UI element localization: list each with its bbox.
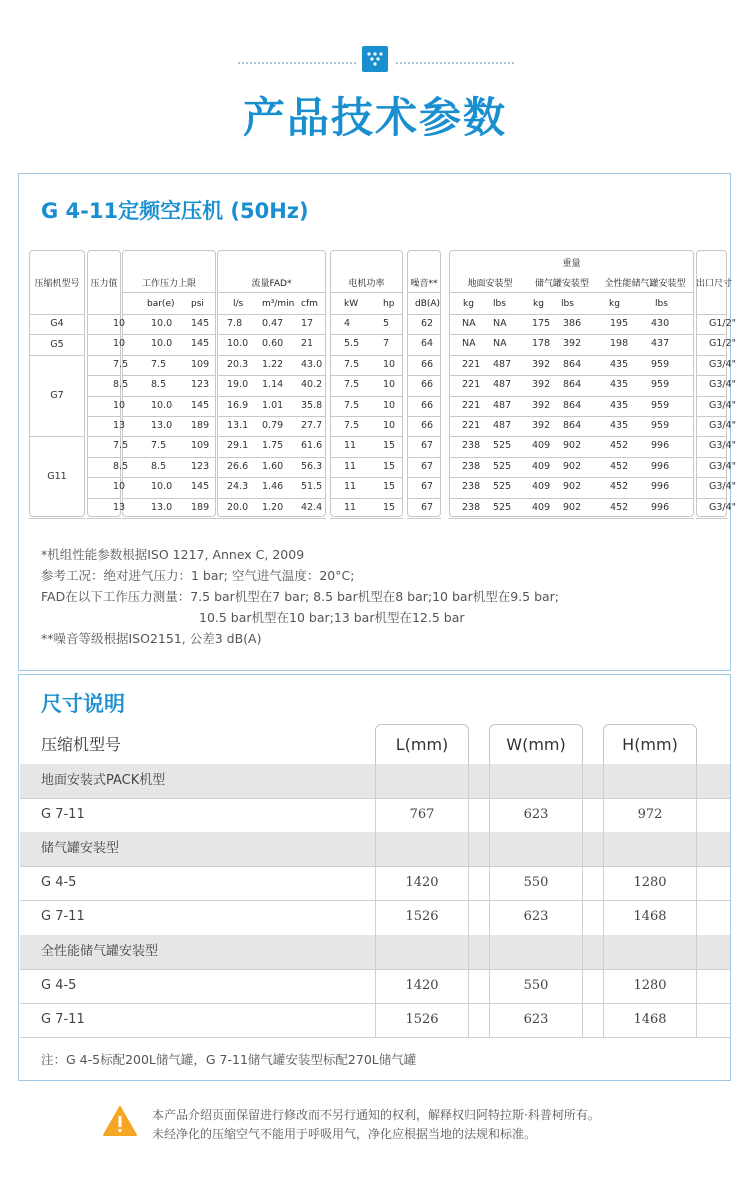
spec-row-divider [217,518,326,519]
spec-cell: 430 [651,318,670,329]
spec-cell: 10.0 [151,481,173,493]
spec-cell: 435 [610,358,629,370]
spec-cell: 7.5 [151,358,167,370]
spec-cell: 392 [532,399,551,411]
spec-model-label: G5 [50,338,64,350]
spec-cell: 13 [113,420,126,431]
spec-header-divider [217,292,326,293]
spec-cell: 10 [383,420,396,431]
spec-cell: 392 [563,338,582,350]
spec-cell: 24.3 [227,481,249,493]
spec-cell: 42.4 [301,501,323,513]
dimension-value: 1468 [633,909,667,925]
spec-unit-label: lbs [561,299,574,309]
spec-cell: 145 [191,481,210,493]
spec-cell: 1.20 [262,501,284,513]
spec-cell: 902 [563,440,582,452]
spec-cell: 189 [191,420,210,431]
spec-cell: 11 [344,501,357,513]
spec-cell: 64 [421,338,434,350]
spec-unit-label: kW [344,299,359,309]
spec-header-full: 全性能储气罐安装型 [604,279,686,289]
spec-cell: 20.3 [227,358,249,370]
spec-unit-label: psi [191,299,204,309]
dimension-value: 1280 [633,875,667,891]
spec-row-divider [29,518,85,519]
spec-unit-label: m³/min [262,299,295,309]
spec-cell: 959 [651,420,670,431]
spec-cell: 409 [532,501,551,513]
spec-cell: 35.8 [301,399,323,411]
spec-cell: G3/4" [709,481,737,493]
spec-cell: 15 [383,440,396,452]
spec-cell: 62 [421,318,434,329]
dimension-category-label: 储气罐安装型 [41,841,120,857]
spec-header-outlet: 出口尺寸 [696,279,733,289]
dimension-model-label: G 7-11 [41,909,85,925]
spec-note-line: *机组性能参数根据ISO 1217, Annex C, 2009 [41,547,305,562]
spec-cell: 0.47 [262,318,284,329]
spec-cell: 487 [493,420,512,431]
dimension-model-label: G 7-11 [41,1011,85,1027]
spec-table [19,174,737,534]
spec-cell: 221 [462,399,481,411]
spec-header-noise: 噪音** [410,279,438,289]
spec-cell: 66 [421,358,434,370]
spec-model-label: G7 [50,389,64,401]
dimension-header-label: L(mm) [395,735,449,754]
dimension-header-label: H(mm) [622,735,678,754]
spec-cell: G3/4" [709,440,737,452]
spec-note-line: FAD在以下工作压力测量：7.5 bar机型在7 bar; 8.5 bar机型在8 bar;10 bar机型在9.5 bar; [41,589,560,604]
spec-cell: 1.60 [262,460,284,472]
spec-cell: 67 [421,460,434,472]
spec-row-divider [87,518,121,519]
spec-cell: 8.5 [151,460,167,472]
dimensions-title: 尺寸说明 [41,692,125,716]
spec-cell: 15 [383,460,396,472]
spec-cell: 10 [383,358,396,370]
spec-cell: 959 [651,358,670,370]
spec-title: G 4-11定频空压机 (50Hz) [41,199,309,223]
spec-cell: 13.1 [227,420,249,431]
spec-cell: 195 [610,318,629,329]
spec-cell: 386 [563,318,582,329]
spec-panel [18,173,737,671]
spec-unit-label: l/s [233,299,244,309]
spec-cell: 16.9 [227,399,249,411]
dimension-value: 767 [409,807,435,823]
spec-cell: 189 [191,501,210,513]
spec-cell: 7.5 [113,358,129,370]
spec-cell: 10.0 [151,338,173,350]
spec-cell: 452 [610,440,629,452]
spec-cell: 13.0 [151,501,173,513]
spec-cell: 8.5 [113,460,129,472]
dimension-category-label: 地面安装式PACK机型 [41,773,166,788]
spec-cell: 1.46 [262,481,284,493]
spec-cell: 11 [344,440,357,452]
spec-cell: 0.79 [262,420,284,431]
spec-cell: 238 [462,481,481,493]
spec-cell: 221 [462,379,481,391]
spec-cell: 238 [462,501,481,513]
spec-row-divider [29,436,85,437]
spec-cell: 452 [610,501,629,513]
spec-cell: 525 [493,501,512,513]
spec-cell: 7 [383,338,390,350]
spec-cell: 1.14 [262,379,284,391]
spec-row-divider [29,355,85,356]
dimension-value: 1420 [405,977,439,993]
spec-cell: 145 [191,318,210,329]
spec-unit-label: hp [383,299,395,309]
spec-cell: 15 [383,481,396,493]
spec-cell: NA [462,318,476,329]
dimension-value: 972 [637,807,663,823]
spec-cell: 67 [421,440,434,452]
spec-cell: 67 [421,481,434,493]
spec-cell: 996 [651,501,670,513]
spec-cell: 11 [344,460,357,472]
spec-cell: 10.0 [151,318,173,329]
spec-cell: 10 [113,399,126,411]
spec-header-motor: 电机功率 [348,279,385,289]
spec-cell: 10 [383,399,396,411]
spec-header-divider [407,292,441,293]
spec-header-fad: 流量FAD* [251,279,292,289]
spec-cell: 123 [191,379,210,391]
spec-cell: 902 [563,481,582,493]
dimension-value: 1526 [405,1011,439,1027]
spec-note-line: 参考工况：绝对进气压力：1 bar; 空气进气温度：20°C; [41,568,355,583]
spec-cell: 43.0 [301,358,323,370]
spec-cell: 525 [493,460,512,472]
spec-header-divider [122,292,216,293]
spec-cell: G1/2" [709,318,737,329]
spec-cell: 109 [191,440,210,452]
spec-cell: 7.5 [344,358,360,370]
spec-cell: G3/4" [709,379,737,391]
spec-cell: 27.7 [301,420,323,431]
spec-cell: 8.5 [151,379,167,391]
spec-cell: 525 [493,481,512,493]
disclaimer-line: 未经净化的压缩空气不能用于呼吸用气，净化应根据当地的法规和标准。 [152,1127,537,1141]
spec-cell: 10 [113,338,126,350]
spec-cell: 435 [610,399,629,411]
spec-cell: 51.5 [301,481,323,493]
dimension-column-bg [489,832,583,866]
spec-cell: 864 [563,358,582,370]
spec-cell: 67 [421,501,434,513]
spec-cell: 959 [651,399,670,411]
dimensions-table [19,675,730,1080]
spec-cell: 175 [532,318,551,329]
dimension-column-bg [603,764,697,798]
dimension-column-bg [375,832,469,866]
dimension-column-bg [375,935,469,969]
spec-cell: 10 [113,318,126,329]
spec-cell: 452 [610,460,629,472]
dimension-value: 1420 [405,875,439,891]
spec-cell: 66 [421,420,434,431]
spec-cell: 238 [462,440,481,452]
spec-cell: 996 [651,460,670,472]
spec-cell: 19.0 [227,379,249,391]
dimension-header-model: 压缩机型号 [41,735,122,754]
spec-cell: 435 [610,420,629,431]
dimension-column-bg [489,935,583,969]
spec-cell: 7.5 [113,440,129,452]
spec-unit-label: kg [463,299,474,309]
dimension-row-divider [20,1037,730,1038]
spec-cell: 198 [610,338,629,350]
dimension-value: 1468 [633,1011,667,1027]
spec-cell: 959 [651,379,670,391]
dimension-header-label: W(mm) [506,735,566,754]
dimension-column-bg [375,764,469,798]
spec-header-divider [449,292,694,293]
spec-cell: 10 [113,481,126,493]
spec-cell: 21 [301,338,314,350]
spec-cell: 26.6 [227,460,249,472]
spec-cell: 409 [532,440,551,452]
spec-cell: 1.01 [262,399,284,411]
spec-cell: 487 [493,379,512,391]
dimension-value: 623 [523,1011,549,1027]
spec-cell: 66 [421,379,434,391]
spec-cell: NA [493,318,507,329]
spec-cell: 392 [532,420,551,431]
spec-header-weight: 重量 [562,259,581,269]
spec-cell: 487 [493,358,512,370]
spec-cell: 29.1 [227,440,249,452]
spec-unit-label: lbs [655,299,668,309]
spec-cell: 437 [651,338,670,350]
spec-cell: 525 [493,440,512,452]
spec-cell: 56.3 [301,460,323,472]
spec-cell: 17 [301,318,314,329]
spec-cell: 452 [610,481,629,493]
spec-cell: 435 [610,379,629,391]
dimension-value: 1280 [633,977,667,993]
spec-cell: 178 [532,338,551,350]
dimension-value: 1526 [405,909,439,925]
spec-cell: 409 [532,481,551,493]
spec-header-floor: 地面安装型 [467,279,513,289]
spec-cell: 7.8 [227,318,243,329]
spec-row-divider [330,518,403,519]
spec-unit-label: kg [609,299,620,309]
spec-cell: 392 [532,379,551,391]
spec-unit-label: lbs [493,299,506,309]
spec-cell: 11 [344,481,357,493]
spec-cell: G3/4" [709,501,737,513]
spec-cell: 1.22 [262,358,284,370]
spec-cell: 487 [493,399,512,411]
spec-cell: G3/4" [709,358,737,370]
spec-cell: 13.0 [151,420,173,431]
spec-cell: 66 [421,399,434,411]
dimensions-panel [18,674,731,1081]
dimension-model-label: G 4-5 [41,977,77,993]
spec-header-working-pressure: 工作压力上限 [141,279,196,289]
spec-cell: 0.60 [262,338,284,350]
spec-cell: NA [493,338,507,350]
page-title: 产品技术参数 [242,93,507,142]
spec-cell: 5 [383,318,390,329]
dimension-value: 550 [523,875,549,891]
spec-cell: G3/4" [709,399,737,411]
spec-unit-label: kg [533,299,544,309]
spec-cell: 392 [532,358,551,370]
spec-cell: 15 [383,501,396,513]
arrows-down-icon [362,46,388,72]
dimension-value: 623 [523,909,549,925]
spec-header-model: 压缩机型号 [34,279,80,289]
spec-cell: 221 [462,420,481,431]
spec-cell: 10 [383,379,396,391]
spec-row-divider [449,518,694,519]
spec-cell: 40.2 [301,379,323,391]
dimension-model-label: G 7-11 [41,807,85,823]
spec-cell: 61.6 [301,440,323,452]
spec-model-label: G11 [47,471,67,483]
disclaimer-line: 本产品介绍页面保留进行修改而不另行通知的权利，解释权归阿特拉斯·科普柯所有。 [152,1108,600,1122]
spec-header-divider [330,292,403,293]
dimensions-note: 注：G 4-5标配200L储气罐，G 7-11储气罐安装型标配270L储气罐 [41,1052,417,1067]
spec-header-pressure: 压力值 [90,279,118,289]
spec-unit-label: dB(A) [415,299,441,309]
spec-note-line: **噪音等级根据ISO2151, 公差3 dB(A) [41,631,262,646]
spec-cell: 409 [532,460,551,472]
spec-model-label: G4 [50,318,64,330]
spec-cell: 864 [563,399,582,411]
dimension-value: 623 [523,807,549,823]
spec-cell: 1.75 [262,440,284,452]
spec-cell: 996 [651,440,670,452]
header-dotted-line-left [238,62,356,64]
spec-cell: 109 [191,358,210,370]
spec-row-divider [330,314,403,315]
spec-cell: 7.5 [344,379,360,391]
spec-cell: G1/2" [709,338,737,350]
dimension-value: 550 [523,977,549,993]
spec-cell: 238 [462,460,481,472]
header-dotted-line-right [396,62,514,64]
dimension-column-bg [603,935,697,969]
spec-cell: 7.5 [344,420,360,431]
dimension-category-label: 全性能储气罐安装型 [41,943,159,959]
spec-cell: 996 [651,481,670,493]
dimension-model-label: G 4-5 [41,875,77,891]
spec-cell: G3/4" [709,420,737,431]
spec-cell: 4 [344,318,351,329]
spec-unit-label: cfm [301,299,318,309]
spec-cell: 902 [563,460,582,472]
spec-cell: 7.5 [151,440,167,452]
spec-row-divider [407,518,441,519]
spec-cell: 20.0 [227,501,249,513]
spec-header-tank: 储气罐安装型 [534,279,589,289]
spec-cell: 902 [563,501,582,513]
spec-unit-label: bar(e) [147,299,175,309]
spec-cell: 123 [191,460,210,472]
spec-cell: 145 [191,338,210,350]
spec-cell: 10.0 [227,338,249,350]
spec-cell: NA [462,338,476,350]
spec-cell: 5.5 [344,338,360,350]
spec-note-line: 10.5 bar机型在10 bar;13 bar机型在12.5 bar [199,610,465,625]
spec-cell: 13 [113,501,126,513]
spec-cell: 864 [563,420,582,431]
dimension-column-bg [603,832,697,866]
spec-row-divider [330,334,403,335]
spec-row-divider [122,518,216,519]
spec-cell: 145 [191,399,210,411]
spec-cell: 7.5 [344,399,360,411]
spec-cell: G3/4" [709,460,737,472]
spec-row-divider [696,518,727,519]
spec-cell: 864 [563,379,582,391]
spec-cell: 221 [462,358,481,370]
spec-cell: 8.5 [113,379,129,391]
dimension-column-bg [489,764,583,798]
spec-cell: 10.0 [151,399,173,411]
warning-icon [102,1105,138,1137]
